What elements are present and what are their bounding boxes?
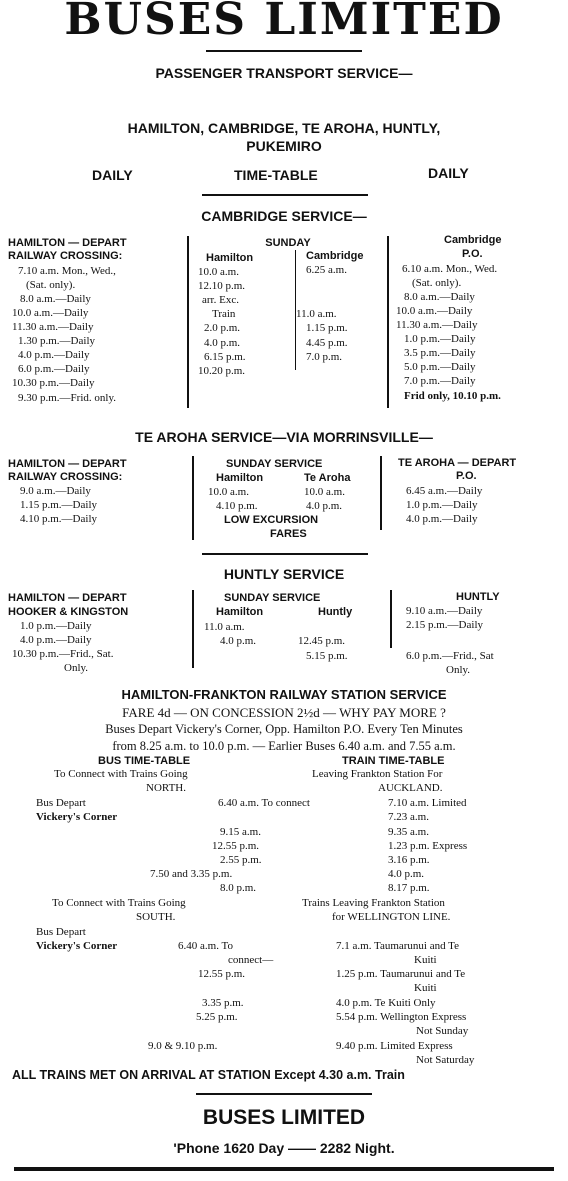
- tearoha-fares-1: LOW EXCURSION: [224, 514, 319, 526]
- divider: [202, 553, 368, 555]
- tearoha-sunday-head: SUNDAY SERVICE: [226, 458, 323, 470]
- south-train: 5.54 p.m. Wellington Express: [336, 1011, 467, 1023]
- cambridge-right-row: 11.30 a.m.—Daily: [396, 319, 478, 331]
- huntly-right-row: Only.: [446, 664, 471, 676]
- cambridge-right-row: 6.10 a.m. Mon., Wed.: [402, 263, 498, 275]
- cambridge-right-row: 10.0 a.m.—Daily: [396, 305, 473, 317]
- cambridge-left-row: 6.0 p.m.—Daily: [18, 363, 90, 375]
- column-rule: [192, 456, 194, 540]
- footer-title: BUSES LIMITED: [202, 1106, 366, 1129]
- south-first-bus: 6.40 a.m. To: [178, 940, 233, 952]
- cambridge-sunday-hamilton: 2.0 p.m.: [204, 322, 241, 334]
- auckland-label: AUCKLAND.: [378, 782, 443, 794]
- tearoha-left-row: 1.15 p.m.—Daily: [20, 499, 97, 511]
- cambridge-sunday-hamilton: 10.20 p.m.: [198, 365, 246, 377]
- huntly-sunday-row: 11.0 a.m.: [204, 621, 245, 633]
- north-train: 3.16 p.m.: [388, 854, 430, 866]
- tearoha-sunday-row: 10.0 a.m.: [304, 486, 345, 498]
- north-train: 9.35 a.m.: [388, 826, 429, 838]
- cambridge-left-row: 4.0 p.m.—Daily: [18, 349, 90, 361]
- cambridge-left-row: 10.0 a.m.—Daily: [12, 307, 89, 319]
- bus-depart-north: Bus Depart: [36, 797, 86, 809]
- huntly-sunday-row: 5.15 p.m.: [306, 650, 348, 662]
- cambridge-sunday-col-1: Hamilton: [206, 252, 254, 264]
- cambridge-right-head-1: Cambridge: [444, 234, 502, 246]
- huntly-left-head-2: HOOKER & KINGSTON: [8, 606, 129, 618]
- tearoha-sunday-col-2: Te Aroha: [304, 472, 351, 484]
- north-bus-time: 12.55 p.m.: [212, 840, 260, 852]
- divider: [202, 194, 368, 196]
- vickery-south: Vickery's Corner: [36, 940, 118, 952]
- north-bus-time: 2.55 p.m.: [220, 854, 262, 866]
- bus-depart-south: Bus Depart: [36, 926, 86, 938]
- cambridge-left-row: 7.10 a.m. Mon., Wed.,: [18, 265, 116, 277]
- cambridge-sunday-cambridge: 6.25 a.m.: [306, 264, 347, 276]
- huntly-sunday-head: SUNDAY SERVICE: [224, 592, 321, 604]
- cambridge-left-row: 9.30 p.m.—Frid. only.: [18, 392, 116, 404]
- south-bus-time: 5.25 p.m.: [196, 1011, 238, 1023]
- huntly-right-row: 2.15 p.m.—Daily: [406, 619, 483, 631]
- subtitle: PASSENGER TRANSPORT SERVICE—: [155, 65, 413, 81]
- huntly-left-row: 4.0 p.m.—Daily: [20, 634, 92, 646]
- cambridge-sunday-hamilton: arr. Exc.: [202, 294, 239, 306]
- south-train: Not Saturday: [416, 1054, 475, 1066]
- south-train: 7.1 a.m. Taumarunui and Te: [336, 940, 459, 952]
- tearoha-left-row: 4.10 p.m.—Daily: [20, 513, 97, 525]
- tearoha-fares-2: FARES: [270, 528, 307, 540]
- south-train: 4.0 p.m. Te Kuiti Only: [336, 997, 436, 1009]
- north-first-bus: 6.40 a.m. To connect: [218, 797, 310, 809]
- frankton-line-1: Buses Depart Vickery's Corner, Opp. Hamilton P.O. Every Ten Minutes: [105, 722, 463, 736]
- masthead: BUSES LIMITED: [64, 0, 504, 45]
- south-train: Kuiti: [414, 954, 437, 966]
- bus-timetable-label: BUS TIME-TABLE: [98, 755, 191, 767]
- south-bus-time: 12.55 p.m.: [198, 968, 246, 980]
- tearoha-right-head-1: TE AROHA — DEPART: [398, 457, 517, 469]
- cambridge-right-row: Frid only, 10.10 p.m.: [404, 390, 501, 402]
- routes-line-1: HAMILTON, CAMBRIDGE, TE AROHA, HUNTLY,: [127, 120, 441, 136]
- south-bus-time: 3.35 p.m.: [202, 997, 244, 1009]
- tearoha-sunday-col-1: Hamilton: [216, 472, 264, 484]
- cambridge-sunday-hamilton: 6.15 p.m.: [204, 351, 246, 363]
- cambridge-sunday-hamilton: 12.10 p.m.: [198, 280, 246, 292]
- cambridge-left-row: 11.30 a.m.—Daily: [12, 321, 94, 333]
- south-connect: To Connect with Trains Going: [52, 897, 186, 909]
- cambridge-left-row: 1.30 p.m.—Daily: [18, 335, 95, 347]
- huntly-sunday-row: 12.45 p.m.: [298, 635, 346, 647]
- cambridge-sunday-cambridge: 7.0 p.m.: [306, 351, 343, 363]
- cambridge-sunday-cambridge: 4.45 p.m.: [306, 337, 348, 349]
- routes-line-2: PUKEMIRO: [246, 138, 322, 154]
- cambridge-sunday-hamilton: Train: [212, 308, 236, 320]
- huntly-title: HUNTLY SERVICE: [223, 566, 345, 582]
- north-train: 8.17 p.m.: [388, 882, 430, 894]
- frankton-line-2: from 8.25 a.m. to 10.0 p.m. — Earlier Buses 6.40 a.m. and 7.55 a.m.: [112, 739, 456, 753]
- huntly-sunday-col-1: Hamilton: [216, 606, 264, 618]
- cambridge-left-row: 10.30 p.m.—Daily: [12, 377, 95, 389]
- cambridge-right-row: 5.0 p.m.—Daily: [404, 361, 476, 373]
- cambridge-sunday-hamilton: 10.0 a.m.: [198, 266, 239, 278]
- advertisement: [6, 0, 562, 1181]
- south-train: Kuiti: [414, 982, 437, 994]
- tearoha-right-row: 1.0 p.m.—Daily: [406, 499, 478, 511]
- footer-phone: 'Phone 1620 Day —— 2282 Night.: [173, 1140, 395, 1156]
- cambridge-right-row: 7.0 p.m.—Daily: [404, 375, 476, 387]
- huntly-left-head-1: HAMILTON — DEPART: [8, 592, 127, 604]
- column-rule: [380, 456, 382, 530]
- all-trains-notice: ALL TRAINS MET ON ARRIVAL AT STATION Except 4.30 a.m. Train: [12, 1068, 405, 1082]
- cambridge-right-head-2: P.O.: [462, 248, 483, 260]
- north-connect: To Connect with Trains Going: [54, 768, 188, 780]
- train-timetable-label: TRAIN TIME-TABLE: [342, 755, 445, 767]
- south-train: 1.25 p.m. Taumarunui and Te: [336, 968, 466, 980]
- south-train: Not Sunday: [416, 1025, 469, 1037]
- column-rule: [387, 236, 389, 408]
- tearoha-left-row: 9.0 a.m.—Daily: [20, 485, 91, 497]
- tearoha-right-row: 4.0 p.m.—Daily: [406, 513, 478, 525]
- north-train: 1.23 p.m. Express: [388, 840, 468, 852]
- huntly-right-head: HUNTLY: [456, 591, 500, 603]
- cambridge-sunday-hamilton: 4.0 p.m.: [204, 337, 241, 349]
- south-train: 9.40 p.m. Limited Express: [336, 1040, 453, 1052]
- cambridge-left-head-2: RAILWAY CROSSING:: [8, 250, 123, 262]
- north-train: 7.10 a.m. Limited: [388, 797, 467, 809]
- huntly-right-row: 9.10 a.m.—Daily: [406, 605, 483, 617]
- tearoha-right-head-2: P.O.: [456, 470, 477, 482]
- cambridge-title: CAMBRIDGE SERVICE—: [201, 208, 367, 224]
- cambridge-right-row: 3.5 p.m.—Daily: [404, 347, 476, 359]
- timetable-label: TIME-TABLE: [234, 167, 318, 183]
- south-connect-word: connect—: [228, 954, 274, 966]
- tearoha-left-head-1: HAMILTON — DEPART: [8, 458, 127, 470]
- cambridge-left-row: (Sat. only).: [26, 279, 76, 291]
- wellington-label: for WELLINGTON LINE.: [332, 911, 451, 923]
- huntly-left-row: 10.30 p.m.—Frid., Sat.: [12, 648, 114, 660]
- north-label: NORTH.: [146, 782, 186, 794]
- leaving-auckland: Leaving Frankton Station For: [312, 768, 443, 780]
- cambridge-sunday-cambridge: 11.0 a.m.: [296, 308, 337, 320]
- north-train: 4.0 p.m.: [388, 868, 425, 880]
- column-rule: [187, 236, 189, 408]
- huntly-right-row: 6.0 p.m.—Frid., Sat: [406, 650, 494, 662]
- tearoha-left-head-2: RAILWAY CROSSING:: [8, 471, 123, 483]
- vickery-north: Vickery's Corner: [36, 811, 118, 823]
- north-bus-time: 9.15 a.m.: [220, 826, 261, 838]
- huntly-sunday-row: 4.0 p.m.: [220, 635, 257, 647]
- huntly-left-row: 1.0 p.m.—Daily: [20, 620, 92, 632]
- bottom-rule: [14, 1167, 554, 1171]
- daily-right: DAILY: [428, 165, 469, 181]
- tearoha-sunday-row: 4.10 p.m.: [216, 500, 258, 512]
- cambridge-left-head-1: HAMILTON — DEPART: [8, 237, 127, 249]
- north-bus-time: 7.50 and 3.35 p.m.: [150, 868, 233, 880]
- frankton-title: HAMILTON-FRANKTON RAILWAY STATION SERVICE: [121, 687, 447, 702]
- tearoha-sunday-row: 4.0 p.m.: [306, 500, 343, 512]
- divider: [206, 50, 362, 52]
- divider: [196, 1093, 372, 1095]
- leaving-wellington: Trains Leaving Frankton Station: [302, 897, 445, 909]
- tearoha-sunday-row: 10.0 a.m.: [208, 486, 249, 498]
- cambridge-sunday-col-2: Cambridge: [306, 250, 364, 262]
- huntly-sunday-col-2: Huntly: [318, 606, 353, 618]
- cambridge-sunday-head: SUNDAY: [265, 237, 311, 249]
- south-label: SOUTH.: [136, 911, 176, 923]
- cambridge-sunday-cambridge: 1.15 p.m.: [306, 322, 348, 334]
- huntly-left-row: Only.: [64, 662, 89, 674]
- cambridge-right-row: 8.0 a.m.—Daily: [404, 291, 475, 303]
- frankton-fare: FARE 4d — ON CONCESSION 2½d — WHY PAY MORE ?: [122, 705, 446, 720]
- column-rule: [390, 590, 392, 648]
- cambridge-left-row: 8.0 a.m.—Daily: [20, 293, 91, 305]
- south-bus-time: 9.0 & 9.10 p.m.: [148, 1040, 218, 1052]
- north-train: 7.23 a.m.: [388, 811, 429, 823]
- cambridge-right-row: (Sat. only).: [412, 277, 462, 289]
- tearoha-right-row: 6.45 a.m.—Daily: [406, 485, 483, 497]
- daily-left: DAILY: [92, 167, 133, 183]
- tearoha-title: TE AROHA SERVICE—VIA MORRINSVILLE—: [135, 429, 433, 445]
- cambridge-right-row: 1.0 p.m.—Daily: [404, 333, 476, 345]
- north-bus-time: 8.0 p.m.: [220, 882, 257, 894]
- column-rule: [192, 590, 194, 668]
